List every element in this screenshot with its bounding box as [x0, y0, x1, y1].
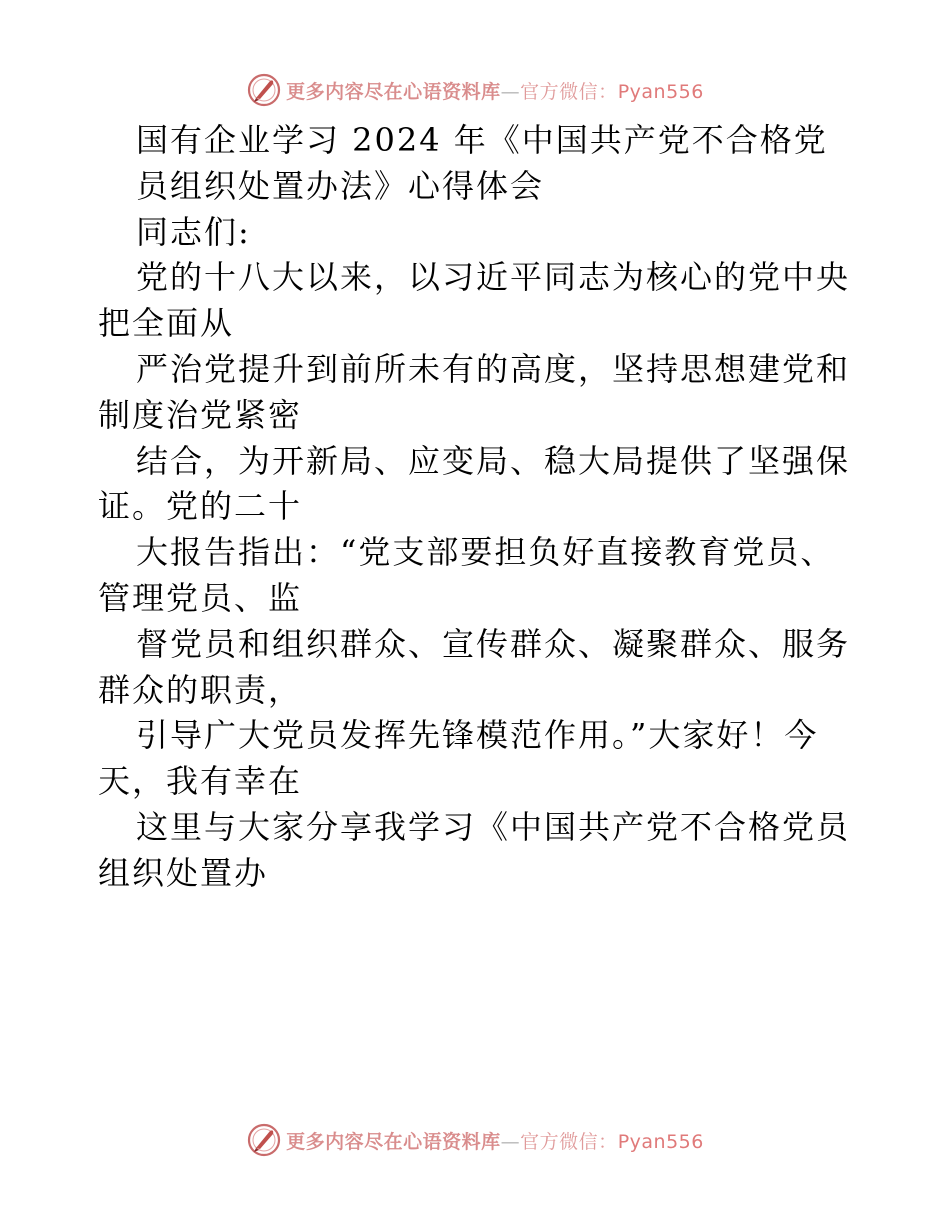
- text-line: 群众的职责，: [98, 670, 303, 709]
- watermark-text: [286, 1127, 704, 1154]
- text-line: 把全面从: [98, 304, 235, 343]
- watermark-dash: —: [500, 1130, 521, 1153]
- watermark-wechat-id: Pyan556: [617, 80, 704, 103]
- watermark-dash: —: [500, 80, 521, 103]
- quill-pen-circle-icon: [246, 72, 282, 108]
- watermark-text: [286, 77, 704, 104]
- watermark-main-text: 更多内容尽在心语资料库: [286, 80, 501, 103]
- text-line: 天，我有幸在: [98, 762, 303, 801]
- text-line: 国有企业学习 2024 年《中国共产党不合格党: [136, 121, 828, 159]
- text-line: 引导广大党员发挥先锋模范作用。”大家好！今: [136, 716, 819, 755]
- watermark-wechat-id: Pyan556: [617, 1130, 704, 1153]
- watermark-wechat-label: 官方微信：: [520, 80, 618, 103]
- text-line: 组织处置办: [98, 853, 269, 892]
- text-line: 同志们:: [136, 212, 251, 251]
- quill-pen-circle-icon: [246, 1122, 282, 1158]
- text-line: 督党员和组织群众、宣传群众、凝聚群众、服务: [136, 624, 851, 663]
- text-line: 制度治党紧密: [98, 395, 303, 434]
- text-line: 结合，为开新局、应变局、稳大局提供了坚强保: [136, 441, 851, 480]
- text-line: 大报告指出：“党支部要担负好直接教育党员、: [136, 533, 835, 572]
- document-body: [98, 118, 858, 897]
- text-line: 员组织处置办法》心得体会: [136, 166, 545, 205]
- header-watermark: [0, 70, 950, 110]
- text-line: 这里与大家分享我学习《中国共产党不合格党员: [136, 807, 851, 846]
- watermark-wechat-label: 官方微信：: [520, 1130, 618, 1153]
- text-line: 党的十八大以来，以习近平同志为核心的党中央: [136, 258, 851, 297]
- watermark-main-text: 更多内容尽在心语资料库: [286, 1130, 501, 1153]
- text-line: 证。党的二十: [98, 487, 303, 526]
- text-line: 严治党提升到前所未有的高度，坚持思想建党和: [136, 349, 851, 388]
- footer-watermark: [0, 1120, 950, 1160]
- text-line: 管理党员、监: [98, 578, 303, 617]
